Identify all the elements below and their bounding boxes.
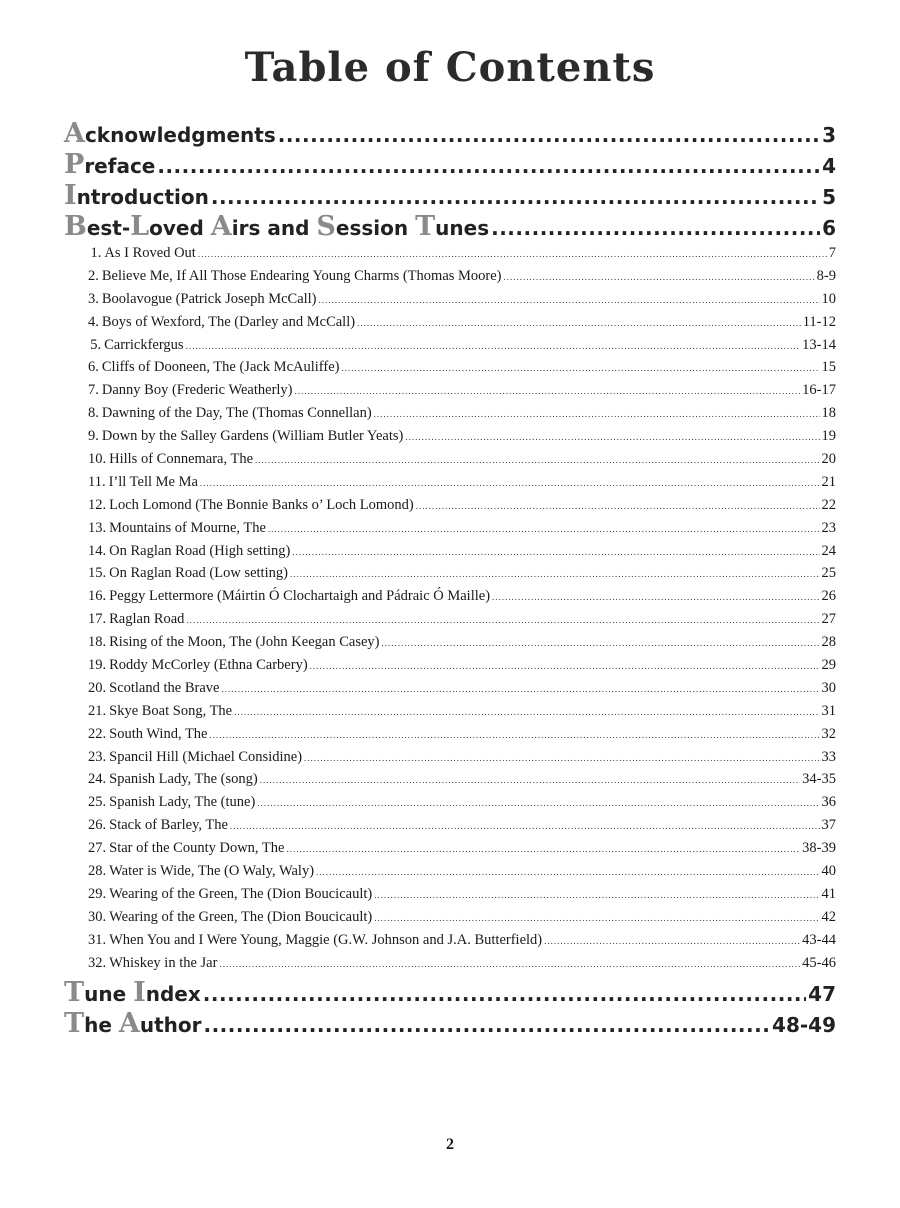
- toc-entry-title: South Wind, The: [109, 725, 208, 742]
- toc-entry-title: Skye Boat Song, The: [109, 702, 233, 719]
- toc-entry-title: Peggy Lettermore (Máirtin Ó Clochartaigh and Pádraic Ó Maille): [109, 588, 491, 605]
- toc-entry-number: 4.: [88, 313, 99, 330]
- toc-page-number: 7: [828, 245, 836, 261]
- toc-entry-title: Carrickfergus: [104, 336, 184, 353]
- toc-section-title: Acknowledgments: [64, 118, 276, 149]
- toc-entry-number: 8.: [88, 405, 99, 422]
- major-sections-bottom: [64, 977, 836, 1039]
- toc-page-number: 31: [821, 702, 836, 719]
- dot-leader: [405, 426, 819, 449]
- toc-entry-number: 18.: [88, 634, 107, 651]
- toc-entry[interactable]: [64, 906, 836, 929]
- toc-page-number: 41: [821, 885, 836, 902]
- toc-section[interactable]: [64, 977, 836, 1008]
- toc-section[interactable]: [64, 211, 836, 242]
- toc-entry[interactable]: [64, 814, 836, 837]
- toc-entry[interactable]: [64, 242, 836, 265]
- toc-entry-number: 22.: [88, 725, 107, 742]
- toc-page-number: 43-44: [802, 931, 836, 948]
- toc-entry[interactable]: [64, 356, 836, 379]
- toc-entry-number: 30.: [88, 908, 107, 925]
- toc-page-number: 22: [821, 496, 836, 513]
- toc-page-number: 8-9: [816, 267, 836, 284]
- toc-page-number: 19: [821, 428, 836, 445]
- toc-entry-number: 3.: [88, 290, 99, 307]
- toc-page-number: 11-12: [802, 313, 836, 330]
- page-number: 2: [446, 1136, 454, 1153]
- toc-page-number: 38-39: [802, 840, 836, 857]
- toc-entry-title: Water is Wide, The (O Waly, Waly): [109, 863, 315, 880]
- toc-entry[interactable]: [64, 288, 836, 311]
- toc-entry-title: Danny Boy (Frederic Weatherly): [101, 382, 293, 399]
- toc-page-number: 30: [821, 679, 836, 696]
- toc-entry-title: Hills of Connemara, The: [109, 451, 254, 468]
- toc-page-number: 23: [821, 519, 836, 536]
- toc-page-number: 25: [821, 565, 836, 582]
- toc-entry[interactable]: [64, 540, 836, 563]
- toc-entry[interactable]: [64, 860, 836, 883]
- toc-entry-title: Wearing of the Green, The (Dion Boucicault): [109, 885, 373, 902]
- toc-page-number: 47: [808, 981, 836, 1006]
- dot-leader: [416, 495, 820, 518]
- toc-entry[interactable]: [64, 791, 836, 814]
- toc-page-number: 45-46: [802, 954, 836, 971]
- toc-entry-title: Cliffs of Dooneen, The (Jack McAuliffe): [101, 359, 340, 376]
- dot-leader: [319, 289, 820, 312]
- dot-leader: [278, 120, 820, 151]
- dot-leader: [186, 609, 819, 632]
- dot-leader: [491, 213, 820, 244]
- toc-entry-title: As I Roved Out: [104, 245, 196, 261]
- dot-leader: [374, 403, 820, 426]
- toc-section[interactable]: [64, 180, 836, 211]
- toc-entry-number: 32.: [88, 954, 107, 971]
- toc-entry-number: 19.: [88, 657, 107, 674]
- toc-page-number: 42: [821, 908, 836, 925]
- dot-leader: [260, 769, 800, 792]
- toc-entry-title: Dawning of the Day, The (Thomas Connellan): [101, 405, 372, 422]
- dot-leader: [230, 815, 820, 838]
- toc-entry-title: Whiskey in the Jar: [109, 954, 218, 971]
- toc-entry-number: 13.: [88, 519, 107, 536]
- dot-leader: [211, 182, 820, 213]
- toc-entry-number: 6.: [88, 359, 99, 376]
- dot-leader: [292, 541, 819, 564]
- toc-entry[interactable]: [64, 654, 836, 677]
- toc-entry[interactable]: [64, 677, 836, 700]
- toc-entry[interactable]: [64, 265, 836, 288]
- page-title: Table of Contents: [244, 44, 656, 91]
- toc-page-number: 21: [821, 473, 836, 490]
- toc-entry-title: Spanish Lady, The (song): [109, 771, 258, 788]
- tune-entries: [64, 242, 836, 975]
- toc-page-number: 6: [822, 216, 836, 240]
- toc-entry-number: 2.: [88, 267, 99, 284]
- toc-page-number: 24: [821, 542, 836, 559]
- toc-entry-number: 21.: [88, 702, 107, 719]
- toc-section-title: Introduction: [64, 180, 209, 211]
- toc-page-number: 40: [821, 863, 836, 880]
- toc-entry-title: On Raglan Road (High setting): [109, 542, 291, 559]
- toc-page-number: 34-35: [802, 771, 836, 788]
- toc-entry-number: 7.: [88, 382, 99, 399]
- dot-leader: [374, 907, 819, 930]
- toc-entry[interactable]: [64, 402, 836, 425]
- dot-leader: [544, 930, 800, 953]
- toc-entry-number: 28.: [88, 863, 107, 880]
- major-sections-top: [64, 118, 836, 242]
- toc-page-number: 33: [821, 748, 836, 765]
- toc-entry-title: Spancil Hill (Michael Considine): [109, 748, 303, 765]
- toc-entry-title: Believe Me, If All Those Endearing Young Charms (Thomas Moore): [101, 267, 502, 284]
- toc-page-number: 16-17: [802, 382, 836, 399]
- toc-page-number: 37: [821, 817, 836, 834]
- toc-entry-title: Rising of the Moon, The (John Keegan Casey): [109, 634, 380, 651]
- toc-section[interactable]: [64, 149, 836, 180]
- toc-entry[interactable]: [64, 631, 836, 654]
- toc-entry-title: I’ll Tell Me Ma: [108, 473, 198, 490]
- dot-leader: [286, 838, 800, 861]
- toc-entry-number: 17.: [88, 611, 107, 628]
- toc-entry-number: 14.: [88, 542, 107, 559]
- dot-leader: [157, 151, 820, 182]
- toc-page-number: 5: [822, 185, 836, 209]
- dot-leader: [200, 472, 820, 495]
- toc-entry[interactable]: [64, 837, 836, 860]
- toc-entry-number: 23.: [88, 748, 107, 765]
- toc-entry[interactable]: [64, 425, 836, 448]
- toc-entry-title: Raglan Road: [109, 611, 185, 628]
- toc-entry[interactable]: [64, 952, 836, 975]
- toc-entry-number: 15.: [88, 565, 107, 582]
- toc-entry-title: Roddy McCorley (Ethna Carbery): [109, 657, 308, 674]
- dot-leader: [295, 380, 801, 403]
- toc-page-number: 26: [821, 588, 836, 605]
- toc-entry-number: 10.: [88, 451, 107, 468]
- toc-entry-title: When You and I Were Young, Maggie (G.W. Johnson and J.A. Butterfield): [109, 931, 543, 948]
- toc-page-number: 18: [821, 405, 836, 422]
- toc-page-number: 3: [822, 123, 836, 147]
- toc-entry[interactable]: [64, 448, 836, 471]
- toc-entry[interactable]: [64, 311, 836, 334]
- toc-entry-number: 24.: [88, 771, 107, 788]
- toc-entry[interactable]: [64, 723, 836, 746]
- toc-entry[interactable]: [64, 517, 836, 540]
- dot-leader: [310, 655, 820, 678]
- toc-page-number: 36: [821, 794, 836, 811]
- toc-page-number: 48-49: [772, 1012, 836, 1037]
- dot-leader: [357, 312, 801, 335]
- toc-section[interactable]: [64, 1008, 836, 1039]
- toc-entry[interactable]: [64, 379, 836, 402]
- toc-entry-title: Wearing of the Green, The (Dion Boucicault): [109, 908, 373, 925]
- toc-entry-number: 12.: [88, 496, 107, 513]
- toc-entry-title: Stack of Barley, The: [109, 817, 228, 834]
- toc-entry-number: 29.: [88, 885, 107, 902]
- dot-leader: [186, 335, 801, 358]
- dot-leader: [316, 861, 819, 884]
- toc-section-title: Preface: [64, 149, 156, 180]
- toc-entry-number: 1.: [90, 245, 102, 261]
- toc-entry-number: 11.: [88, 473, 106, 490]
- toc-entry-number: 5.: [90, 336, 102, 353]
- toc-page-number: 13-14: [802, 336, 836, 353]
- dot-leader: [255, 449, 819, 472]
- toc-entry-title: Down by the Salley Gardens (William Butler Yeats): [101, 428, 404, 445]
- toc-page-number: 27: [821, 611, 836, 628]
- toc-section-title: Tune Index: [64, 976, 201, 1008]
- dot-leader: [203, 979, 806, 1010]
- toc-entry[interactable]: [64, 608, 836, 631]
- toc-entry-number: 16.: [88, 588, 107, 605]
- toc-entry-number: 31.: [88, 931, 107, 948]
- toc-entry[interactable]: [64, 768, 836, 791]
- toc-entry-title: Boolavogue (Patrick Joseph McCall): [101, 290, 317, 307]
- toc-page-number: 10: [821, 290, 836, 307]
- toc-page-number: 4: [822, 154, 836, 178]
- toc-entry[interactable]: [64, 471, 836, 494]
- dot-leader: [304, 747, 819, 770]
- toc-section-title: Best-Loved Airs and Session Tunes: [64, 211, 490, 242]
- toc-entry-number: 26.: [88, 817, 107, 834]
- table-of-contents: [64, 118, 836, 1039]
- toc-entry-title: Star of the County Down, The: [109, 840, 285, 857]
- toc-entry[interactable]: [64, 746, 836, 769]
- toc-page-number: 29: [821, 657, 836, 674]
- dot-leader: [290, 563, 820, 586]
- dot-leader: [221, 678, 819, 701]
- toc-page-number: 20: [821, 451, 836, 468]
- toc-entry[interactable]: [64, 883, 836, 906]
- dot-leader: [198, 243, 827, 266]
- toc-entry-title: Boys of Wexford, The (Darley and McCall): [101, 313, 356, 330]
- dot-leader: [203, 1010, 770, 1041]
- dot-leader: [374, 884, 819, 907]
- toc-page-number: 28: [821, 634, 836, 651]
- dot-leader: [234, 701, 819, 724]
- dot-leader: [268, 518, 820, 541]
- toc-section[interactable]: [64, 118, 836, 149]
- toc-entry[interactable]: [64, 494, 836, 517]
- toc-entry[interactable]: [64, 585, 836, 608]
- toc-section-title: The Author: [64, 1007, 202, 1039]
- dot-leader: [504, 266, 815, 289]
- toc-entry-title: Mountains of Mourne, The: [109, 519, 266, 536]
- dot-leader: [257, 792, 819, 815]
- toc-page-number: 15: [821, 359, 836, 376]
- toc-entry[interactable]: [64, 334, 836, 357]
- toc-page-number: 32: [821, 725, 836, 742]
- toc-entry[interactable]: [64, 562, 836, 585]
- dot-leader: [210, 724, 820, 747]
- dot-leader: [381, 632, 819, 655]
- dot-leader: [341, 357, 819, 380]
- toc-entry-number: 27.: [88, 840, 107, 857]
- dot-leader: [492, 586, 819, 609]
- toc-entry-number: 9.: [88, 428, 99, 445]
- toc-entry[interactable]: [64, 700, 836, 723]
- toc-entry-title: On Raglan Road (Low setting): [109, 565, 288, 582]
- dot-leader: [219, 953, 800, 976]
- toc-entry-number: 25.: [88, 794, 107, 811]
- toc-entry-title: Scotland the Brave: [109, 679, 220, 696]
- toc-entry-number: 20.: [88, 679, 107, 696]
- toc-entry[interactable]: [64, 929, 836, 952]
- toc-entry-title: Spanish Lady, The (tune): [109, 794, 256, 811]
- toc-entry-title: Loch Lomond (The Bonnie Banks o’ Loch Lomond): [109, 496, 414, 513]
